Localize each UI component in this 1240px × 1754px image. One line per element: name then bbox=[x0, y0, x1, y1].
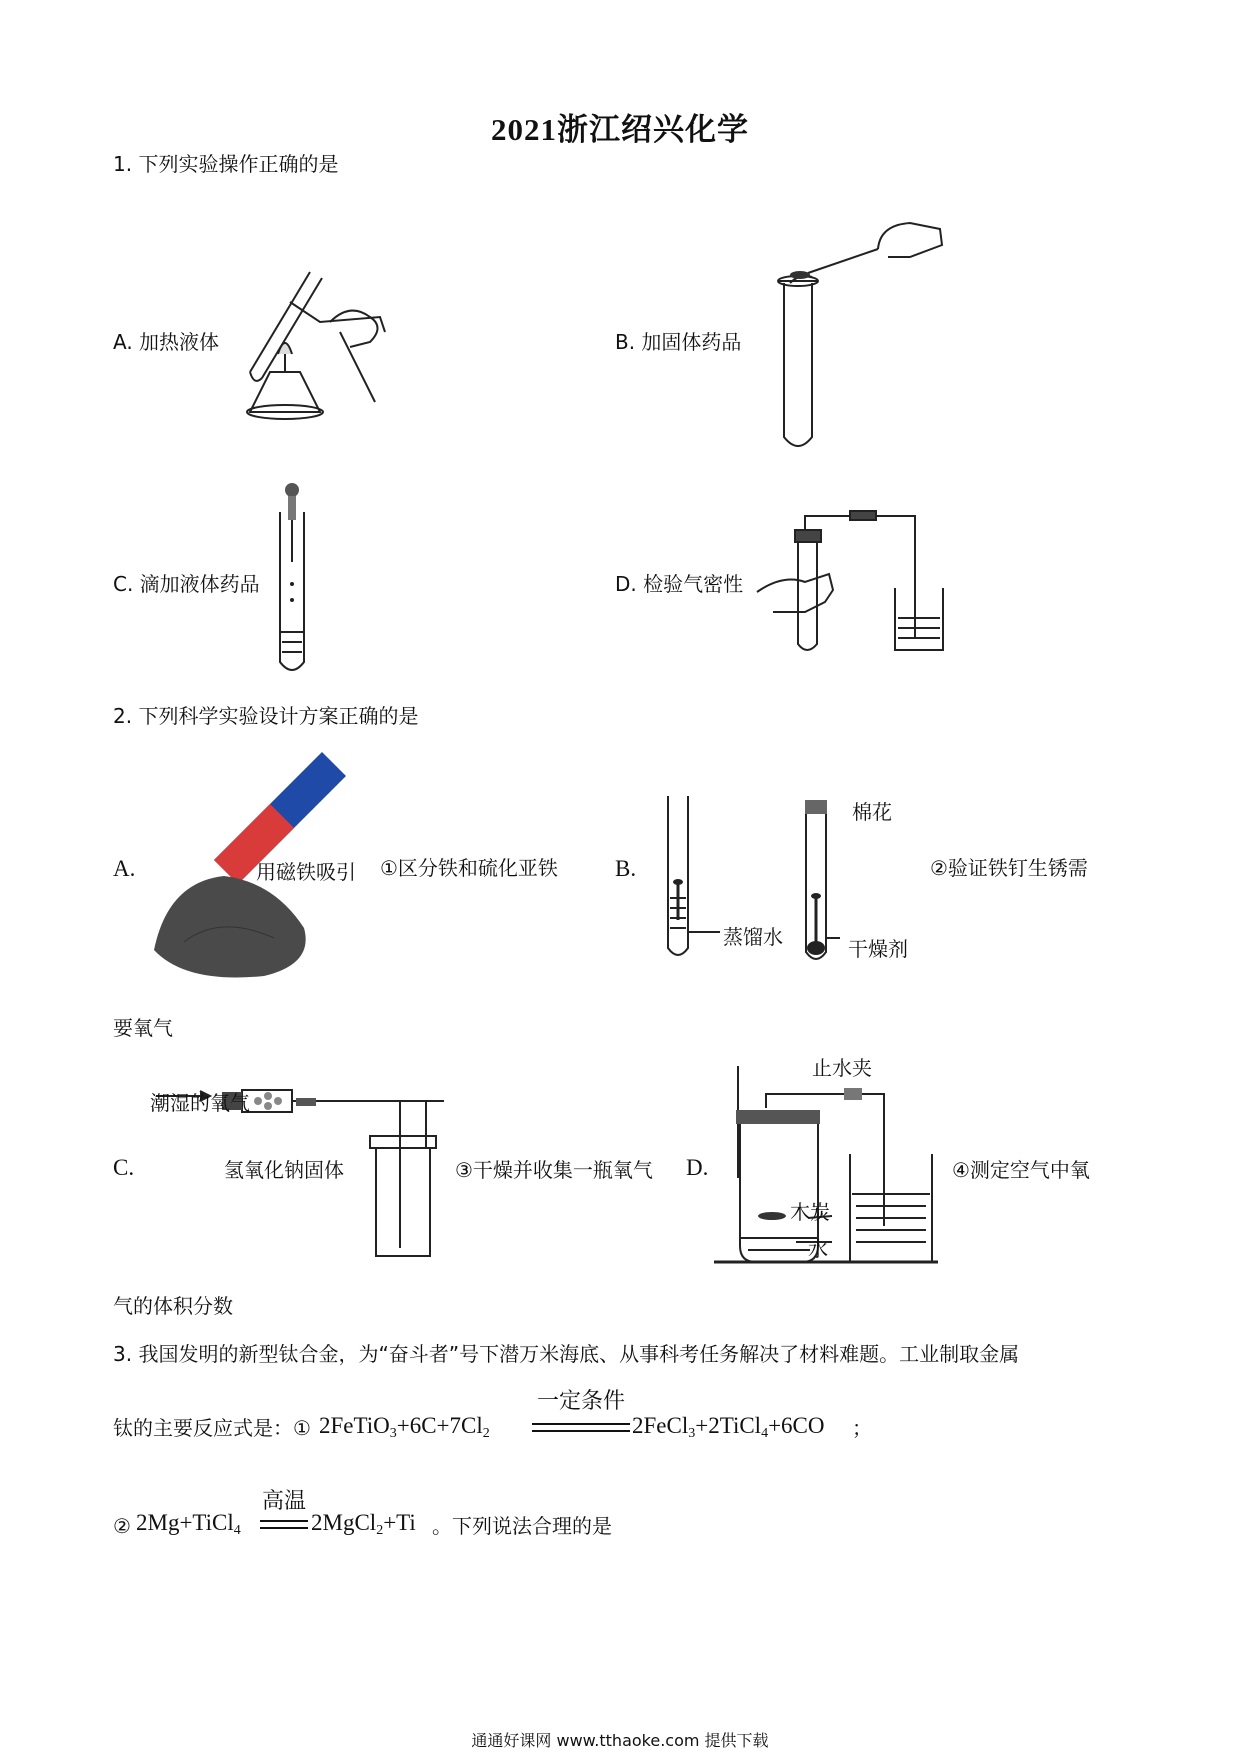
q2-option-b-letter: B. bbox=[615, 856, 637, 881]
q2-a-magnet-label: 用磁铁吸引 bbox=[256, 860, 356, 884]
q1-option-b-label: B. 加固体药品 bbox=[615, 330, 742, 354]
q2-c-sodium-hydroxide-label: 氢氧化钠固体 bbox=[224, 1158, 344, 1182]
q3-equation-2-double-bar bbox=[260, 1520, 308, 1529]
q3-line2-prefix: 钛的主要反应式是：① bbox=[113, 1416, 311, 1440]
q1-option-d-label: D. 检验气密性 bbox=[615, 572, 744, 596]
q1-option-c-dropping-liquid-diagram bbox=[268, 482, 328, 677]
question-3-stem: 3. 我国发明的新型钛合金，为“奋斗者”号下潜万米海底、从事科考任务解决了材料难题。工业制取金属 bbox=[113, 1342, 1020, 1366]
q2-b-water-label: 蒸馏水 bbox=[723, 925, 783, 949]
q2-b-cotton-label: 棉花 bbox=[852, 800, 892, 824]
q1-option-b-adding-solid-diagram bbox=[760, 215, 960, 455]
q2-option-c-letter: C. bbox=[113, 1155, 135, 1180]
q2-d-charcoal-label: 木炭 bbox=[790, 1200, 830, 1224]
q2-d-caption-continued: 气的体积分数 bbox=[113, 1294, 233, 1318]
page-footer: 通通好课网 www.tthaoke.com 提供下载 bbox=[471, 1731, 769, 1750]
q2-b-caption-continued: 要氧气 bbox=[113, 1016, 173, 1040]
q2-c-caption: ③干燥并收集一瓶氧气 bbox=[455, 1158, 653, 1182]
q2-d-caption: ④测定空气中氧 bbox=[952, 1158, 1090, 1182]
q2-d-clamp-label: 止水夹 bbox=[812, 1056, 872, 1080]
q3-equation-2-condition: 高温 bbox=[261, 1489, 306, 1514]
q2-option-d-letter: D. bbox=[686, 1155, 709, 1180]
q3-equation-2-lhs: 2Mg+TiCl$_4$ bbox=[136, 1510, 241, 1538]
question-2-stem: 2. 下列科学实验设计方案正确的是 bbox=[113, 704, 419, 728]
q2-option-a-letter: A. bbox=[113, 856, 136, 881]
question-1-stem: 1. 下列实验操作正确的是 bbox=[113, 152, 339, 176]
q3-equation-1-lhs: $2FeTiO_3+6C+7Cl_2$ bbox=[319, 1413, 490, 1441]
q3-equation-1-rhs: 2FeCl$_3$+2TiCl$_4$+6CO bbox=[632, 1413, 825, 1441]
q3-equation-2-end: 。下列说法合理的是 bbox=[432, 1514, 612, 1538]
q1-option-c-label: C. 滴加液体药品 bbox=[113, 572, 260, 596]
q3-equation-1-condition: 一定条件 bbox=[536, 1389, 625, 1414]
q2-b-desiccant-label: 干燥剂 bbox=[848, 937, 908, 961]
q2-d-water-label: 水 bbox=[808, 1237, 828, 1261]
q3-equation-1-end: ； bbox=[852, 1416, 872, 1440]
q1-option-a-label: A. 加热液体 bbox=[113, 330, 220, 354]
q3-equation-1-double-bar bbox=[532, 1423, 630, 1432]
q1-option-a-heating-liquid-diagram bbox=[220, 262, 420, 422]
q2-a-caption: ①区分铁和硫化亚铁 bbox=[380, 856, 558, 880]
q2-b-caption: ②验证铁钉生锈需 bbox=[930, 856, 1088, 880]
q2-c-wet-oxygen-label: 潮湿的氧气 bbox=[150, 1091, 250, 1115]
q2-option-d-oxygen-volume-diagram bbox=[712, 1066, 952, 1266]
page-title: 2021浙江绍兴化学 bbox=[491, 112, 749, 147]
q1-option-d-airtightness-check-diagram bbox=[755, 508, 955, 658]
q3-equation-2-rhs: 2MgCl$_2$+Ti bbox=[311, 1510, 416, 1538]
q3-line3-prefix: ② bbox=[113, 1514, 131, 1538]
